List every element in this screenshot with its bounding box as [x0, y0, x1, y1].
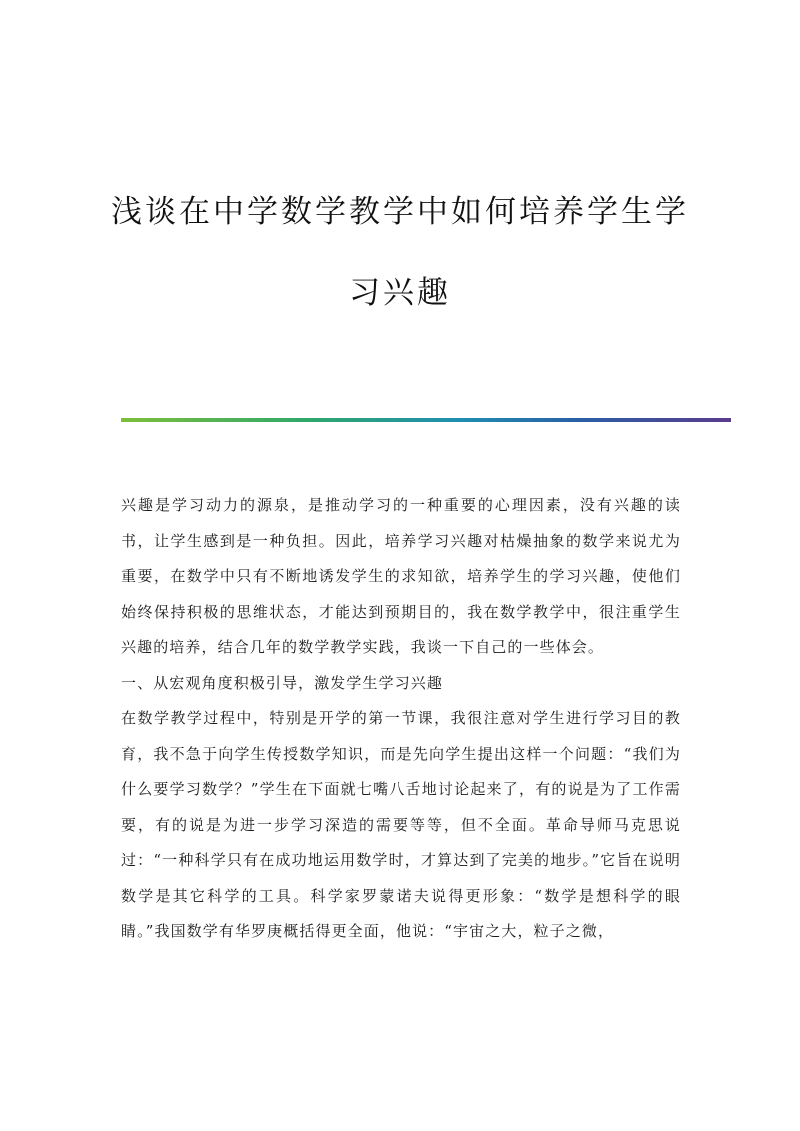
section-heading: 一、从宏观角度积极引导，激发学生学习兴趣 — [121, 673, 444, 692]
document-body — [121, 488, 681, 950]
intro-paragraph: 兴趣是学习动力的源泉，是推动学习的一种重要的心理因素，没有兴趣的读书，让学生感到是一种负担。因此，培养学习兴趣对枯燥抽象的数学来说尤为重要，在数学中只有不断地诱发学生的求知欲，培养学生的学习兴趣，使他们始终保持积极的思维状态，才能达到预期目的，我在数学教学中，很注重学生兴趣的培养，结合几年的数学教学实践，我谈一下自己的一些体会。 — [121, 496, 681, 656]
document-title-line-2: 习兴趣 — [349, 275, 451, 311]
section-paragraph: 在数学教学过程中，特别是开学的第一节课，我很注意对学生进行学习目的教育，我不急于向学生传授数学知识，而是先向学生提出这样一个问题：“我们为什么要学习数学？”学生在下面就七嘴八舌地讨论起来了，有的说是为了工作需要，有的说是为进一步学习深造的需要等等，但不全面。革命导师马克思说过：“一种科学只有在成功地运用数学时，才算达到了完美的地步。”它旨在说明数学是其它科学的工具。科学家罗蒙诺夫说得更形象：“数学是想科学的眼睛。”我国数学有华罗庚概括得更全面，他说：“宇宙之大，粒子之微， — [121, 709, 681, 940]
document-title-line-1: 浅谈在中学数学教学中如何培养学生学 — [111, 194, 689, 230]
title-divider — [121, 418, 731, 422]
